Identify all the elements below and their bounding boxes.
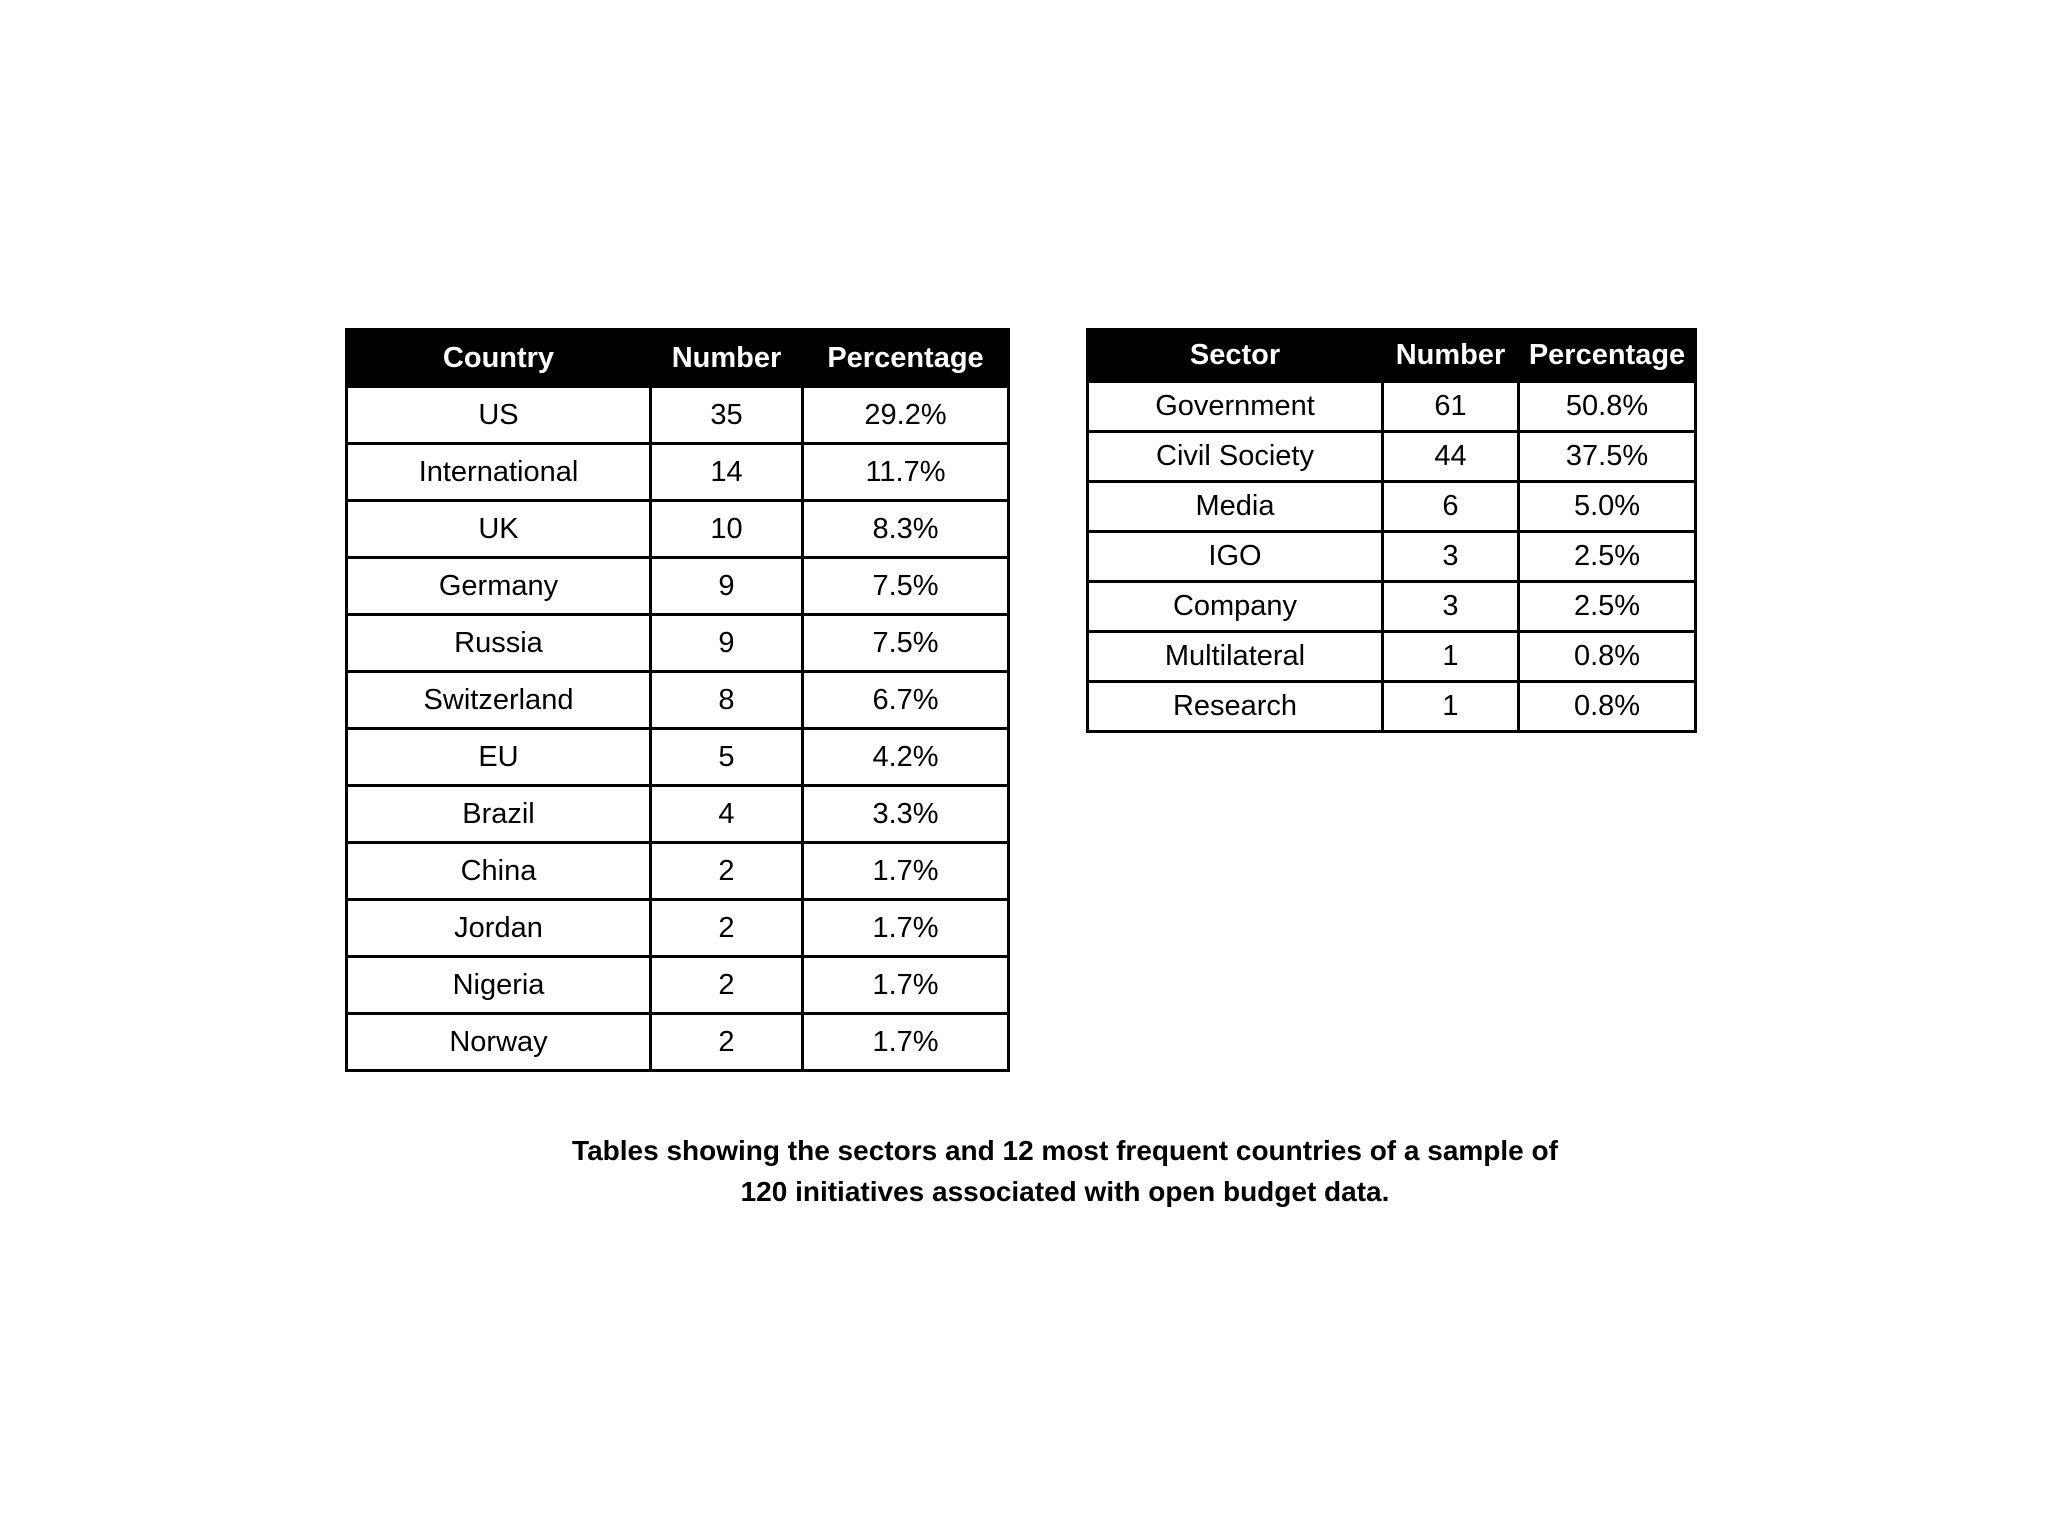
percentage-cell: 1.7% [803,900,1009,957]
number-cell: 61 [1383,382,1519,432]
number-cell: 9 [651,615,803,672]
country-cell: International [347,444,651,501]
number-cell: 3 [1383,582,1519,632]
table-row [1088,632,1696,682]
percentage-cell: 3.3% [803,786,1009,843]
table-row [347,672,1009,729]
percentage-cell: 29.2% [803,387,1009,444]
table-row [347,957,1009,1014]
percentage-cell: 11.7% [803,444,1009,501]
country-cell: UK [347,501,651,558]
percentage-cell: 5.0% [1519,482,1696,532]
country-cell: Germany [347,558,651,615]
country-cell: Switzerland [347,672,651,729]
table-row [1088,532,1696,582]
country-cell: China [347,843,651,900]
number-cell: 5 [651,729,803,786]
percentage-cell: 1.7% [803,957,1009,1014]
column-header-number: Number [1383,330,1519,382]
country-table-body [347,387,1009,1071]
number-cell: 14 [651,444,803,501]
country-cell: Nigeria [347,957,651,1014]
country-table [345,328,1010,1072]
number-cell: 2 [651,843,803,900]
caption-line-1: Tables showing the sectors and 12 most frequent countries of a sample of [572,1135,1558,1166]
sector-cell: Civil Society [1088,432,1383,482]
percentage-cell: 37.5% [1519,432,1696,482]
number-cell: 8 [651,672,803,729]
percentage-cell: 7.5% [803,615,1009,672]
percentage-cell: 2.5% [1519,582,1696,632]
sector-table-body [1088,382,1696,732]
table-row [347,729,1009,786]
table-row [347,1014,1009,1071]
table-row [347,444,1009,501]
column-header-number: Number [651,330,803,387]
column-header-percentage: Percentage [803,330,1009,387]
sector-cell: Research [1088,682,1383,732]
percentage-cell: 1.7% [803,843,1009,900]
percentage-cell: 8.3% [803,501,1009,558]
percentage-cell: 2.5% [1519,532,1696,582]
number-cell: 6 [1383,482,1519,532]
number-cell: 9 [651,558,803,615]
column-header-percentage: Percentage [1519,330,1696,382]
percentage-cell: 7.5% [803,558,1009,615]
percentage-cell: 0.8% [1519,632,1696,682]
country-cell: Russia [347,615,651,672]
percentage-cell: 4.2% [803,729,1009,786]
table-row [1088,582,1696,632]
table-row [1088,482,1696,532]
table-row [347,615,1009,672]
sector-cell: IGO [1088,532,1383,582]
number-cell: 1 [1383,682,1519,732]
table-row [347,387,1009,444]
number-cell: 1 [1383,632,1519,682]
percentage-cell: 6.7% [803,672,1009,729]
column-header-sector: Sector [1088,330,1383,382]
percentage-cell: 0.8% [1519,682,1696,732]
country-table-header-row [347,330,1009,387]
number-cell: 35 [651,387,803,444]
table-row [347,900,1009,957]
table-row [1088,682,1696,732]
table-row [347,558,1009,615]
country-cell: Brazil [347,786,651,843]
table-row [1088,432,1696,482]
caption-line-2: 120 initiatives associated with open budget data. [740,1176,1390,1207]
table-row [1088,382,1696,432]
number-cell: 10 [651,501,803,558]
country-cell: EU [347,729,651,786]
country-cell: US [347,387,651,444]
number-cell: 2 [651,957,803,1014]
number-cell: 4 [651,786,803,843]
country-cell: Jordan [347,900,651,957]
number-cell: 44 [1383,432,1519,482]
sector-cell: Multilateral [1088,632,1383,682]
table-row [347,843,1009,900]
number-cell: 2 [651,900,803,957]
sector-table-header-row [1088,330,1696,382]
country-cell: Norway [347,1014,651,1071]
percentage-cell: 50.8% [1519,382,1696,432]
sector-cell: Media [1088,482,1383,532]
percentage-cell: 1.7% [803,1014,1009,1071]
table-caption [460,1130,1670,1212]
number-cell: 3 [1383,532,1519,582]
sector-table [1086,328,1697,733]
sector-cell: Government [1088,382,1383,432]
number-cell: 2 [651,1014,803,1071]
table-row [347,501,1009,558]
column-header-country: Country [347,330,651,387]
sector-cell: Company [1088,582,1383,632]
table-row [347,786,1009,843]
